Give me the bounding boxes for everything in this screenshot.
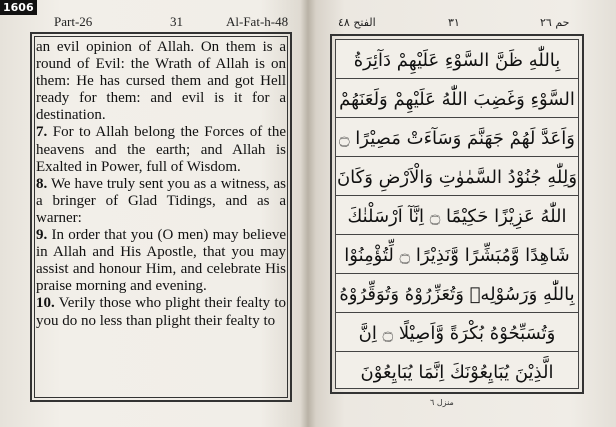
- image-number-badge: 1606: [0, 0, 37, 15]
- paragraph-8: [36, 176, 286, 227]
- verse-text: an evil opinion of Allah. On them is a round of Evil: the Wrath of Allah is on them: He has cursed them and got Hell ready for them: and evil is it for a destination.: [36, 39, 286, 124]
- paragraph-9: [36, 227, 286, 295]
- verse-number: 8.: [36, 175, 48, 192]
- translation-text: [36, 39, 286, 330]
- arabic-line: اللّٰهُ عَزِيْزًا حَكِيْمًا ۝ اِنَّآ اَرْسَلْنٰكَ: [347, 206, 567, 227]
- arabic-line: السَّوْءِ وَغَضِبَ اللّٰهُ عَلَيْهِمْ وَلَعَنَهُمْ: [339, 89, 575, 110]
- verse-number: 10.: [36, 295, 55, 312]
- arabic-line: وَاَعَدَّ لَهُمْ جَهَنَّمَ وَسَآءَتْ مَصِيْرًا ۝: [339, 128, 575, 149]
- arabic-line: بِاللّٰهِ ظَنَّ السَّوْءِ عَلَيْهِمْ دَآئِرَةُ: [353, 50, 561, 71]
- arabic-line: شَاهِدًا وَّمُبَشِّرًا وَّنَذِيْرًا ۝ لِّتُؤْمِنُوْا: [344, 245, 570, 266]
- verse-text: Verily those who plight their fealty to you do no less than plight their fealty to: [36, 295, 286, 329]
- verse-text: For to Allah belong the Forces of the heavens and the earth; and Allah is Exalted in Power, full of Wisdom.: [36, 124, 287, 175]
- book-gutter: [300, 0, 316, 427]
- arabic-line: وَلِلّٰهِ جُنُوْدُ السَّمٰوٰتِ وَالْاَرْضِ وَكَانَ: [336, 167, 578, 188]
- paragraph-7: [36, 124, 286, 175]
- arabic-line: بِاللّٰهِ وَرَسُوْلِهٖ وَتُعَزِّرُوْهُ وَتُوَقِّرُوْهُ: [339, 284, 575, 305]
- manzil-marker: منزل ٦: [430, 398, 454, 407]
- verse-number: 9.: [36, 227, 48, 244]
- verse-text: In order that you (O men) may believe in Allah and His Apostle, that you may assist and honour Him, and celebrate His praise morning and evening.: [36, 227, 287, 295]
- arabic-line: وَتُسَبِّحُوْهُ بُكْرَةً وَّاَصِيْلًا ۝ اِنَّ: [358, 323, 556, 344]
- arabic-line: الَّذِيْنَ يُبَايِعُوْنَكَ اِنَّمَا يُبَايِعُوْنَ: [360, 362, 554, 383]
- paragraph-6: [36, 39, 286, 124]
- header-juz-arabic: حم ٢٦: [540, 16, 570, 29]
- paragraph-10: [36, 295, 286, 329]
- header-page-number-arabic: ٣١: [448, 16, 460, 29]
- header-surah: Al-Fat-h-48: [226, 14, 289, 29]
- verse-text: We have truly sent you as a witness, as a bringer of Glad Tidings, and as a warner:: [36, 175, 286, 226]
- header-surah-arabic: الفتح ٤٨: [338, 16, 376, 29]
- verse-number: 7.: [36, 124, 48, 141]
- header-page-number: 31: [170, 14, 183, 29]
- header-part: Part-26: [54, 14, 93, 29]
